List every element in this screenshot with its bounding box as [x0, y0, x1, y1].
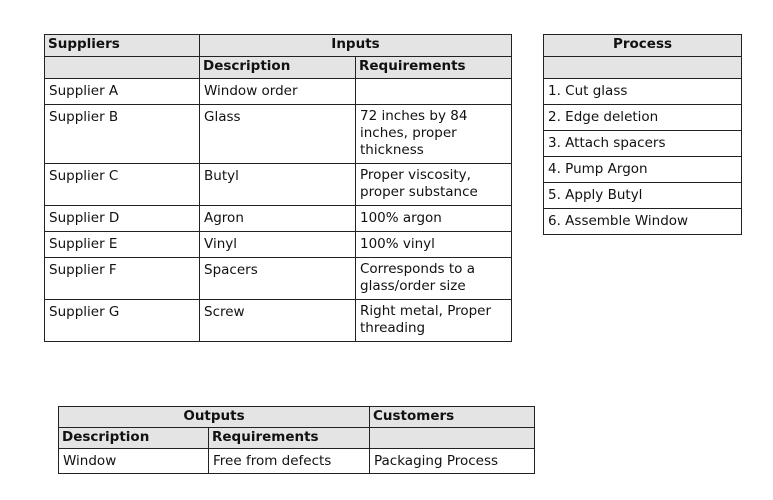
requirements-cell: 100% vinyl [356, 232, 512, 258]
supplier-cell: Supplier C [45, 164, 200, 206]
process-step: 2. Edge deletion [544, 105, 742, 131]
description-cell: Vinyl [200, 232, 356, 258]
requirements-cell: Corresponds to a glass/order size [356, 258, 512, 300]
table-row [45, 79, 512, 105]
suppliers-subheader-blank [45, 57, 200, 79]
suppliers-header: Suppliers [45, 35, 200, 57]
inputs-description-header: Description [200, 57, 356, 79]
process-subheader-blank [544, 57, 742, 79]
list-item [544, 131, 742, 157]
output-description-cell: Window [59, 449, 209, 474]
process-step: 1. Cut glass [544, 79, 742, 105]
outputs-table [58, 406, 535, 474]
list-item [544, 183, 742, 209]
customers-subheader-blank [370, 428, 535, 449]
output-requirements-cell: Free from defects [209, 449, 370, 474]
requirements-cell: 100% argon [356, 206, 512, 232]
description-cell: Spacers [200, 258, 356, 300]
table-row [45, 164, 512, 206]
customer-cell: Packaging Process [370, 449, 535, 474]
description-cell: Window order [200, 79, 356, 105]
requirements-cell: 72 inches by 84 inches, proper thickness [356, 105, 512, 164]
table-row [45, 105, 512, 164]
table-row [45, 232, 512, 258]
description-cell: Glass [200, 105, 356, 164]
inputs-table [44, 34, 512, 342]
inputs-requirements-header: Requirements [356, 57, 512, 79]
table-row [45, 300, 512, 342]
outputs-description-header: Description [59, 428, 209, 449]
list-item [544, 79, 742, 105]
table-row [45, 206, 512, 232]
process-table [543, 34, 742, 235]
supplier-cell: Supplier D [45, 206, 200, 232]
requirements-cell [356, 79, 512, 105]
description-cell: Butyl [200, 164, 356, 206]
list-item [544, 105, 742, 131]
process-header: Process [544, 35, 742, 57]
table-row [59, 449, 535, 474]
supplier-cell: Supplier A [45, 79, 200, 105]
description-cell: Agron [200, 206, 356, 232]
inputs-header: Inputs [200, 35, 512, 57]
requirements-cell: Right metal, Proper threading [356, 300, 512, 342]
list-item [544, 209, 742, 235]
supplier-cell: Supplier B [45, 105, 200, 164]
requirements-cell: Proper viscosity, proper substance [356, 164, 512, 206]
outputs-header: Outputs [59, 407, 370, 428]
supplier-cell: Supplier G [45, 300, 200, 342]
table-row [45, 258, 512, 300]
process-step: 6. Assemble Window [544, 209, 742, 235]
supplier-cell: Supplier F [45, 258, 200, 300]
outputs-requirements-header: Requirements [209, 428, 370, 449]
process-step: 5. Apply Butyl [544, 183, 742, 209]
process-step: 3. Attach spacers [544, 131, 742, 157]
list-item [544, 157, 742, 183]
description-cell: Screw [200, 300, 356, 342]
process-step: 4. Pump Argon [544, 157, 742, 183]
supplier-cell: Supplier E [45, 232, 200, 258]
customers-header: Customers [370, 407, 535, 428]
